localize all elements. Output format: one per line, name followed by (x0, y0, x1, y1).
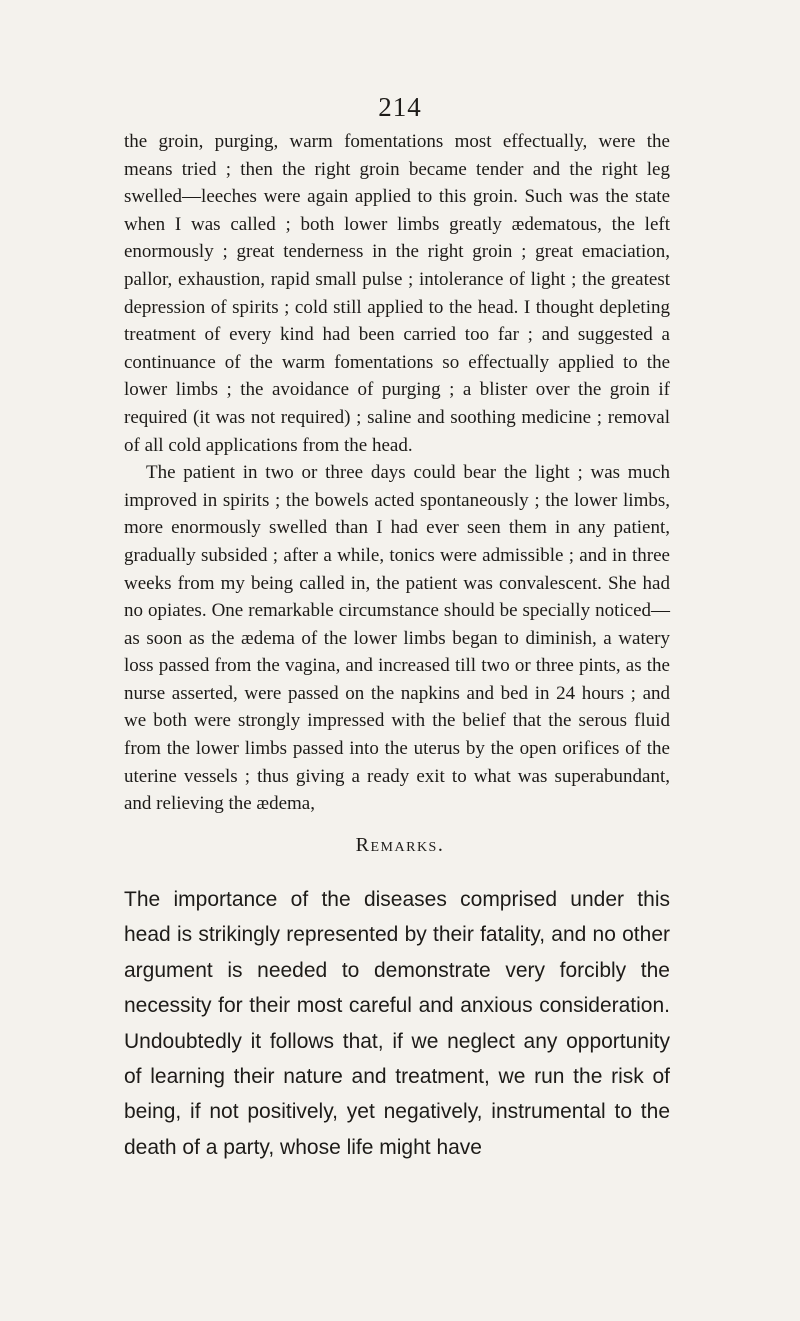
remarks-heading: Remarks. (355, 834, 445, 856)
paragraph-case-description: the groin, purging, warm fomentations most effectually, were the means tried ; then the right groin became tender and the right leg swelled—leeches were again applied to this groin. Such was the state when I was called ; both lower limbs greatly ædematous, the left enormously ; great tenderness in the right groin ; great emaciation, pallor, exhaustion, rapid small pulse ; intolerance of light ; the greatest depression of spirits ; cold still applied to the head. I thought depleting treatment of every kind had been carried too far ; and suggested a continuance of the warm fomentations so effectually applied to the lower limbs ; the avoidance of purging ; a blister over the groin if required (it was not required) ; saline and soothing medicine ; removal of all cold applications from the head. (124, 131, 670, 456)
case-narrative (124, 128, 670, 818)
paragraph-case-outcome: The patient in two or three days could bear the light ; was much improved in spirits ; the bowels acted spontaneously ; the lower limbs, more enormously swelled than I had ever seen them in any patient, gradually subsided ; after a while, tonics were admissible ; and in three weeks from my being called in, the patient was convalescent. She had no opiates. One remarkable circumstance should be specially noticed—as soon as the ædema of the lower limbs began to diminish, a watery loss passed from the vagina, and increased till two or three pints, as the nurse asserted, were passed on the napkins and bed in 24 hours ; and we both were strongly impressed with the belief that the serous fluid from the lower limbs passed into the uterus by the open orifices of the uterine vessels ; thus giving a ready exit to what was superabundant, and relieving the ædema, (124, 462, 670, 815)
remarks-section (124, 882, 670, 1165)
page-number: 214 (378, 92, 422, 122)
paragraph-remarks: The importance of the diseases comprised under this head is strikingly represented by their fatality, and no other argument is needed to demonstrate very forcibly the necessity for their most careful and anxious consideration. Undoubtedly it follows that, if we neglect any opportunity of learning their nature and treatment, we run the risk of being, if not positively, yet negatively, instrumental to the death of a party, whose life might have (124, 888, 670, 1159)
